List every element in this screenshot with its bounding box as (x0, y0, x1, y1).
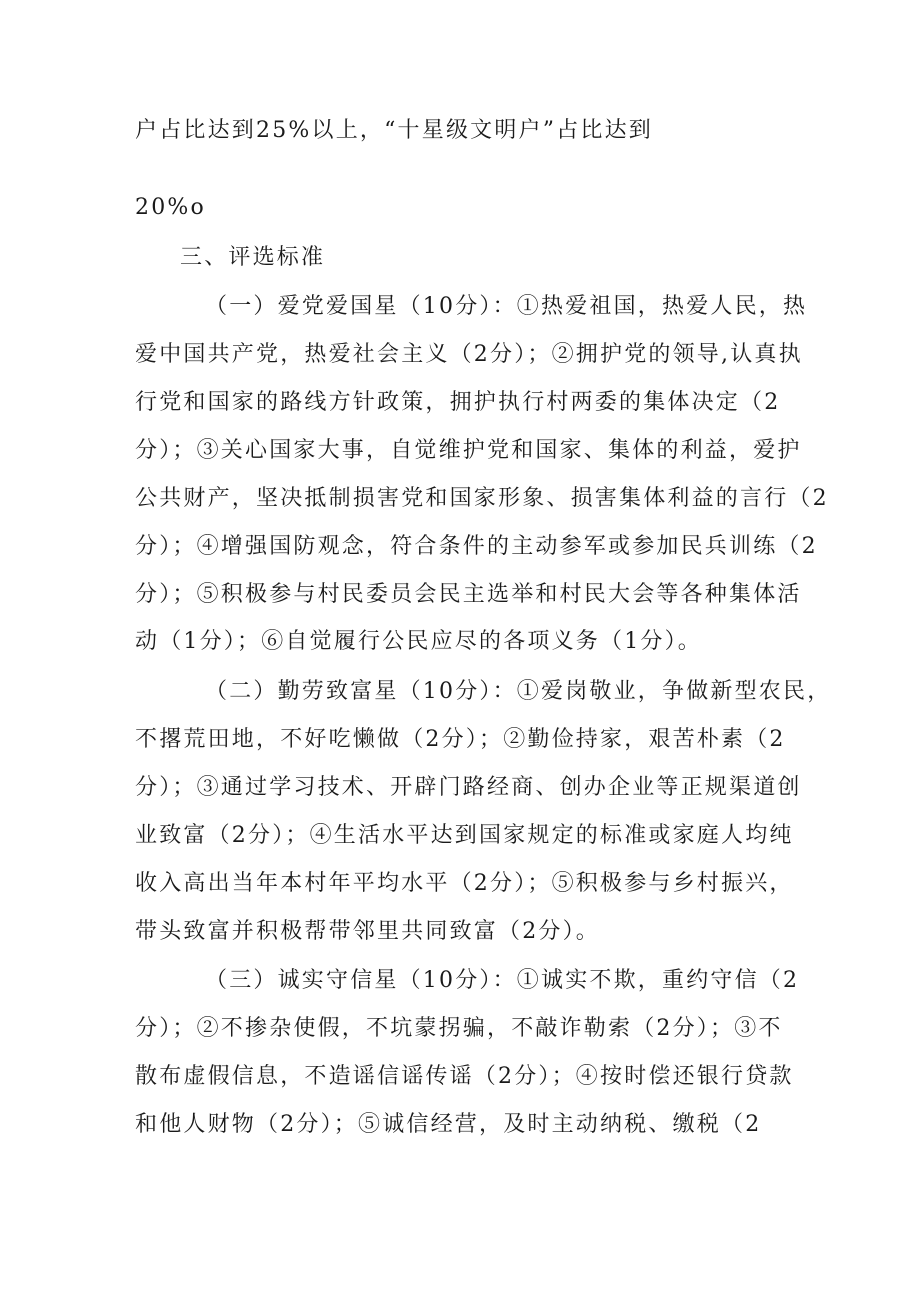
paragraph-line: 分）；④增强国防观念，符合条件的主动参军或参加民兵训练（2 (135, 534, 818, 559)
paragraph-line: 业致富（2分）；④生活水平达到国家规定的标准或家庭人均纯 (135, 823, 794, 848)
paragraph-line: 分）；⑤积极参与村民委员会民主选举和村民大会等各种集体活 (135, 582, 802, 607)
paragraph-line: 不撂荒田地，不好吃懒做（2分）；②勤俭持家，艰苦朴素（2 (135, 727, 786, 752)
paragraph-line: 散布虚假信息，不造谣信谣传谣（2分）；④按时偿还银行贷款 (135, 1064, 794, 1089)
paragraph-line: 和他人财物（2分）；⑤诚信经营，及时主动纳税、缴税（2 (135, 1112, 762, 1137)
paragraph-line: 动（1分）；⑥自觉履行公民应尽的各项义务（1分）。 (135, 629, 702, 654)
paragraph-line: （一）爱党爱国星（10分）：①热爱祖国，热爱人民，热 (205, 294, 808, 319)
paragraph-line: 爱中国共产党，热爱社会主义（2分）；②拥护党的领导,认真执 (135, 342, 803, 367)
paragraph-line: （二）勤劳致富星（10分）：①爱岗敬业，争做新型农民， (205, 679, 832, 704)
paragraph-line: 20%o (135, 195, 206, 220)
paragraph-line: 分）；③通过学习技术、开辟门路经商、创办企业等正规渠道创 (135, 775, 802, 800)
section-heading: 三、评选标准 (180, 245, 326, 270)
paragraph-line: 分）；②不掺杂使假，不坑蒙拐骗，不敲诈勒索（2分）；③不 (135, 1016, 783, 1041)
paragraph-line: 户占比达到25%以上，“十星级文明户”占比达到 (135, 118, 653, 143)
paragraph-line: 公共财产，坚决抵制损害党和国家形象、损害集体利益的言行（2 (135, 486, 829, 511)
paragraph-line: 收入高出当年本村年平均水平（2分）；⑤积极参与乡村振兴， (135, 871, 794, 896)
paragraph-line: （三）诚实守信星（10分）：①诚实不欺，重约守信（2 (205, 968, 800, 993)
paragraph-line: 行党和国家的路线方针政策，拥护执行村两委的集体决定（2 (135, 390, 781, 415)
paragraph-line: 分）；③关心国家大事，自觉维护党和国家、集体的利益，爱护 (135, 438, 802, 463)
paragraph-line: 带头致富并积极帮带邻里共同致富（2分）。 (135, 919, 600, 944)
